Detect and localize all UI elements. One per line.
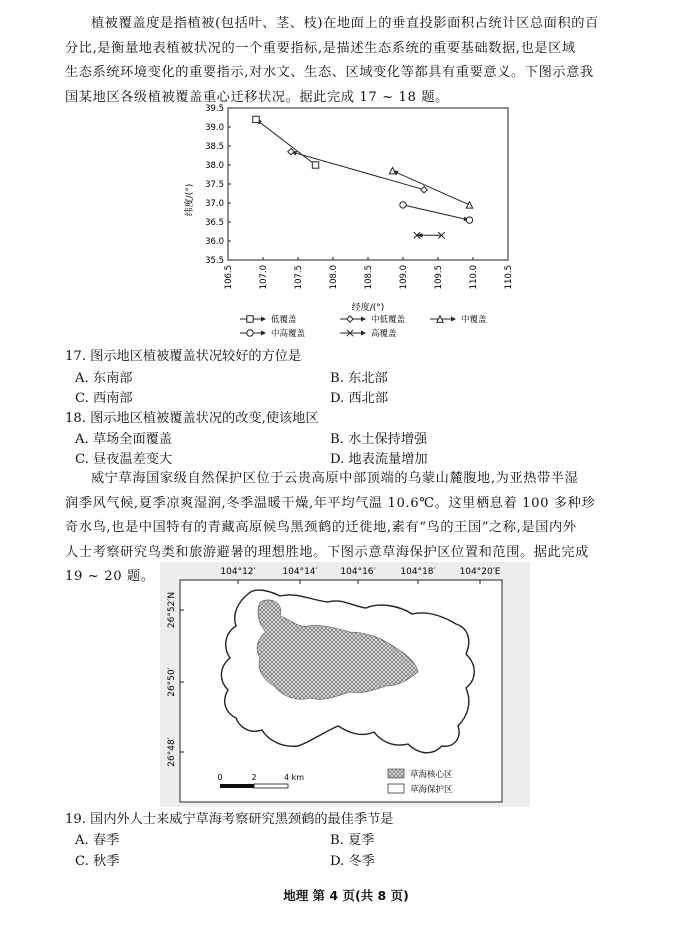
q18-option-b[interactable]: B. 水土保持增强 (330, 432, 428, 447)
marker-square (247, 316, 253, 322)
marker-triangle (466, 202, 472, 208)
lon-label: 104°20′E (459, 567, 501, 577)
y-tick-label: 38.5 (205, 142, 224, 152)
marker-circle (247, 330, 253, 336)
series-line (291, 152, 424, 190)
marker-triangle (389, 168, 395, 174)
question-17-stem: 17. 图示地区植被覆盖状况较好的方位是 (65, 349, 302, 364)
lon-label: 104°18′ (400, 567, 436, 577)
plot-frame (228, 108, 508, 260)
q19-option-b[interactable]: B. 夏季 (330, 833, 375, 848)
scale-zero: 0 (217, 773, 223, 782)
y-tick-label: 39.5 (205, 104, 224, 114)
lon-label: 104°14′ (282, 567, 318, 577)
chart-series (253, 116, 473, 238)
legend-item (340, 314, 406, 325)
intro-paragraph (65, 12, 647, 110)
legend-reserve-swatch (388, 784, 404, 793)
legend-item (340, 328, 397, 339)
marker-diamond (421, 187, 427, 193)
marker-circle (400, 202, 406, 208)
x-tick-label: 110.5 (504, 265, 514, 290)
legend-label: 中覆盖 (461, 315, 487, 325)
y-tick-label: 38.0 (205, 161, 224, 171)
y-axis-label: 纬度/(°) (185, 183, 195, 217)
intro-line: 国某地区各级植被覆盖重心迁移状况。据此完成 17 ~ 18 题。 (65, 89, 449, 105)
scale-end: 4 km (283, 773, 305, 782)
x-axis-ticks (224, 257, 514, 289)
intro-line: 植被覆盖度是指植被(包括叶、茎、枝)在地面上的垂直投影面积占统计区总面积的百 (91, 16, 599, 31)
q18-option-d[interactable]: D. 地表流量增加 (330, 452, 428, 467)
x-tick-label: 109.0 (399, 265, 409, 290)
q17-option-a[interactable]: A. 东南部 (75, 371, 133, 386)
legend-label: 中低覆盖 (371, 315, 406, 325)
x-tick-label: 109.5 (434, 265, 444, 290)
lat-label: 26°52′N (167, 591, 177, 629)
q19-option-d[interactable]: D. 冬季 (330, 854, 375, 869)
y-tick-label: 36.5 (205, 218, 224, 228)
q18-option-a[interactable]: A. 草场全面覆盖 (75, 432, 173, 447)
y-tick-label: 36.0 (205, 237, 224, 247)
legend-label: 低覆盖 (271, 315, 297, 325)
intro2-line: 威宁草海国家级自然保护区位于云贵高原中部顶端的乌蒙山麓腹地,为亚热带半湿 (91, 471, 579, 486)
lon-label: 104°12′ (220, 567, 256, 577)
question-18-stem: 18. 图示地区植被覆盖状况的改变,使该地区 (65, 411, 319, 426)
x-tick-label: 107.5 (294, 265, 304, 290)
legend-arrow (261, 317, 266, 322)
intro-line: 生态系统环境变化的重要指示,对水文、生态、区域变化等都具有重要意义。下图示意我 (65, 65, 594, 80)
q18-option-c[interactable]: C. 昼夜温差变大 (75, 452, 173, 467)
series-diamond (288, 149, 427, 193)
legend-reserve-label: 草海保护区 (410, 785, 453, 795)
intro-line: 分比,是衡量地表植被状况的一个重要指标,是描述生态系统的重要基础数据,也是区域 (65, 40, 576, 56)
lat-label: 26°48′ (167, 737, 177, 767)
x-tick-label: 110.0 (469, 265, 479, 290)
y-tick-label: 35.5 (205, 256, 224, 266)
caohai-map (160, 562, 530, 807)
legend-core-swatch (388, 769, 404, 778)
marker-circle (466, 217, 472, 223)
x-tick-label: 108.5 (364, 265, 374, 290)
scale-mid: 2 (251, 773, 257, 782)
legend-item (430, 314, 487, 325)
legend-arrow (361, 331, 366, 336)
q17-option-b[interactable]: B. 东北部 (330, 371, 388, 386)
page-footer: 地理 第 4 页(共 8 页) (283, 888, 409, 903)
intro2-line: 奇水鸟,也是中国特有的青藏高原候鸟黑颈鹤的迁徙地,素有“鸟的王国”之称,是国内外 (65, 520, 577, 535)
marker-diamond (288, 149, 294, 155)
y-tick-label: 39.0 (205, 123, 224, 133)
legend-label: 高覆盖 (371, 329, 397, 339)
y-tick-label: 37.0 (205, 199, 224, 209)
x-tick-label: 108.0 (329, 265, 339, 290)
legend-arrow (451, 317, 456, 322)
lon-label: 104°16′ (340, 567, 376, 577)
series-line (403, 205, 470, 220)
legend-label: 中高覆盖 (271, 329, 306, 339)
series-line (256, 119, 316, 165)
question-19-stem: 19. 国内外人士来威宁草海考察研究黑颈鹤的最佳季节是 (65, 812, 394, 827)
q17-option-d[interactable]: D. 西北部 (330, 391, 389, 406)
q17-option-c[interactable]: C. 西南部 (75, 391, 133, 406)
x-tick-label: 106.5 (224, 265, 234, 290)
series-circle (400, 202, 473, 224)
intro2-line: 19 ~ 20 题。 (65, 569, 155, 584)
intro2-line: 人士考察研究鸟类和旅游避暑的理想胜地。下图示意草海保护区位置和范围。据此完成 (65, 544, 589, 560)
q19-option-c[interactable]: C. 秋季 (75, 854, 120, 869)
y-tick-label: 37.5 (205, 180, 224, 190)
legend-core-label: 草海核心区 (410, 770, 453, 780)
series-square (253, 116, 319, 168)
legend-item (240, 328, 306, 339)
legend-item (240, 314, 297, 325)
intro2-line: 润季风气候,夏季凉爽湿润,冬季温暖干燥,年平均气温 10.6℃。这里栖息着 100 多种珍 (65, 495, 596, 511)
chart-legend (240, 314, 487, 339)
x-axis-label: 经度/(°) (351, 303, 385, 313)
series-line (393, 171, 470, 205)
lat-label: 26°50′ (167, 667, 177, 697)
q19-option-a[interactable]: A. 春季 (75, 833, 120, 848)
legend-arrow (361, 317, 366, 322)
vegetation-centroid-chart (170, 100, 530, 345)
arrow-head (417, 233, 423, 238)
series-x (414, 232, 445, 238)
marker-square (253, 116, 259, 122)
y-axis-ticks (205, 104, 231, 266)
marker-square (312, 162, 318, 168)
x-tick-label: 107.0 (259, 265, 269, 290)
legend-arrow (261, 331, 266, 336)
marker-diamond (347, 316, 353, 322)
